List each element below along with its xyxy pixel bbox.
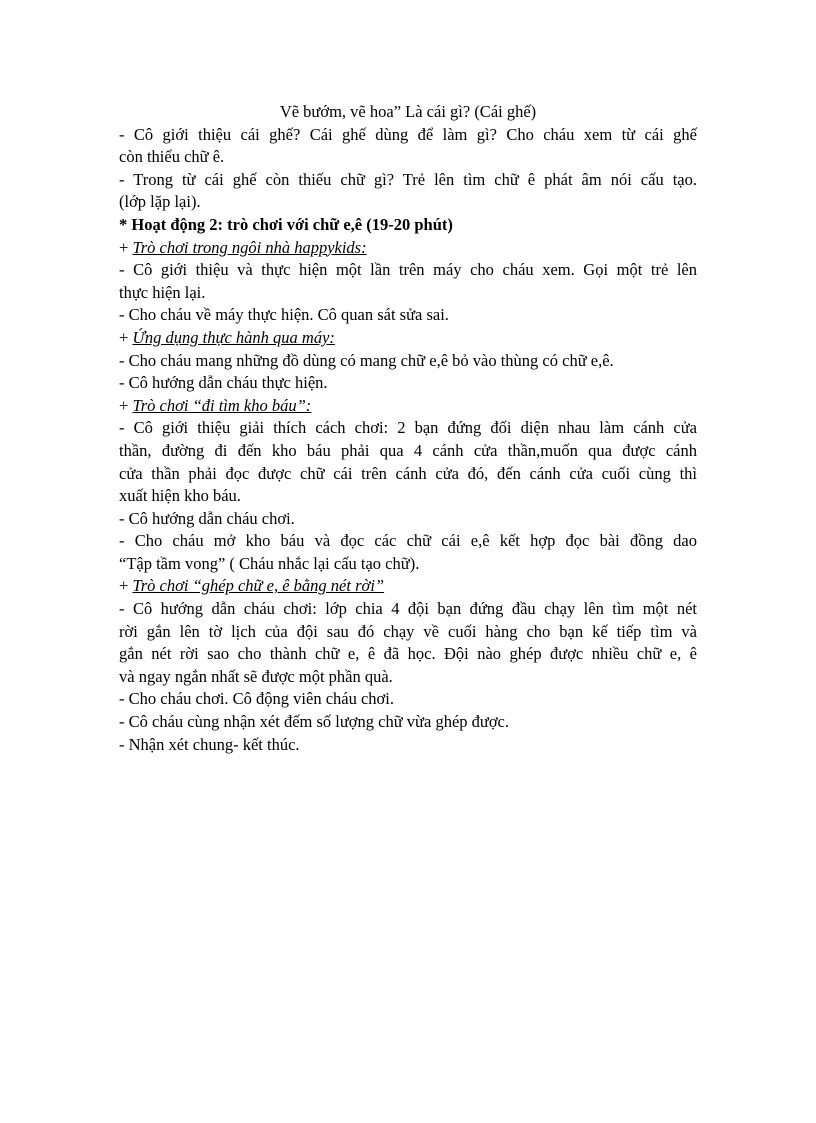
game-heading	[119, 575, 697, 598]
paragraph-line: - Cho cháu chơi. Cô động viên cháu chơi.	[119, 689, 394, 709]
paragraph-line: và ngay ngắn nhất sẽ được một phần quà.	[119, 666, 393, 686]
heading-prefix: +	[119, 237, 133, 257]
heading-prefix: +	[119, 576, 133, 596]
paragraph-line: - Cô giới thiệu và thực hiện một lần trên máy cho cháu xem. Gọi một trẻ lên	[119, 260, 697, 280]
paragraph-line: thực hiện lại.	[119, 282, 206, 302]
paragraph-line: gắn nét rời sao cho thành chữ e, ê đã học. Đội nào ghép được nhiều chữ e, ê	[119, 644, 697, 664]
paragraph-line: - Cô hướng dẫn cháu chơi.	[119, 508, 295, 528]
paragraph-line: rời gắn lên tờ lịch của đội sau đó chạy về cuối hàng cho bạn kế tiếp tìm và	[119, 621, 697, 641]
game-heading	[119, 237, 697, 260]
paragraph-line: - Cô giới thiệu giải thích cách chơi: 2 bạn đứng đối diện nhau làm cánh cửa	[119, 418, 697, 438]
paragraph-line: cửa thần phải đọc được chữ cái trên cánh cửa đó, đến cánh cửa cuối cùng thì	[119, 463, 697, 483]
heading-prefix: +	[119, 395, 133, 415]
paragraph-line: - Cô giới thiệu cái ghế? Cái ghế dùng để làm gì? Cho cháu xem từ cái ghế	[119, 124, 697, 144]
paragraph-line: - Cô hướng dẫn cháu chơi: lớp chia 4 đội bạn đứng đầu chạy lên tìm một nét	[119, 599, 697, 619]
paragraph-line: “Tập tầm vong” ( Cháu nhắc lại cấu tạo chữ).	[119, 553, 420, 573]
game-title: Trò chơi “đi tìm kho báu”:	[132, 395, 312, 415]
game-title: Trò chơi trong ngôi nhà happykids:	[132, 237, 367, 257]
game-heading	[119, 395, 697, 418]
paragraph-line: - Cho cháu mang những đồ dùng có mang chữ e,ê bỏ vào thùng có chữ e,ê.	[119, 350, 614, 370]
paragraph-line: - Cho cháu mở kho báu và đọc các chữ cái e,ê kết hợp đọc bài đồng dao	[119, 531, 697, 551]
paragraph-line: - Cho cháu về máy thực hiện. Cô quan sát sửa sai.	[119, 305, 449, 325]
document-page	[119, 101, 697, 756]
title-line: Vẽ bướm, vẽ hoa” Là cái gì? (Cái ghế)	[279, 102, 537, 121]
activity-heading: * Hoạt động 2: trò chơi với chữ e,ê (19-20 phút)	[119, 214, 453, 234]
paragraph-line: - Cô cháu cùng nhận xét đếm số lượng chữ vừa ghép được.	[119, 712, 510, 732]
paragraph-line: thần, đường đi đến kho báu phải qua 4 cánh cửa thần,muốn qua được cánh	[119, 440, 697, 460]
paragraph-line: xuất hiện kho báu.	[119, 486, 241, 506]
game-title: Ứng dụng thực hành qua máy:	[132, 327, 335, 347]
game-heading	[119, 327, 697, 350]
paragraph-line: - Nhận xét chung- kết thúc.	[119, 734, 300, 754]
game-title: Trò chơi “ghép chữ e, ê bằng nét rời”	[132, 576, 385, 596]
paragraph-line: - Trong từ cái ghế còn thiếu chữ gì? Trẻ lên tìm chữ ê phát âm nói cấu tạo.	[119, 169, 697, 189]
paragraph-line: (lớp lặp lại).	[119, 192, 201, 212]
paragraph-line: - Cô hướng dẫn cháu thực hiện.	[119, 373, 328, 393]
paragraph-line: còn thiếu chữ ê.	[119, 147, 225, 167]
heading-prefix: +	[119, 327, 133, 347]
